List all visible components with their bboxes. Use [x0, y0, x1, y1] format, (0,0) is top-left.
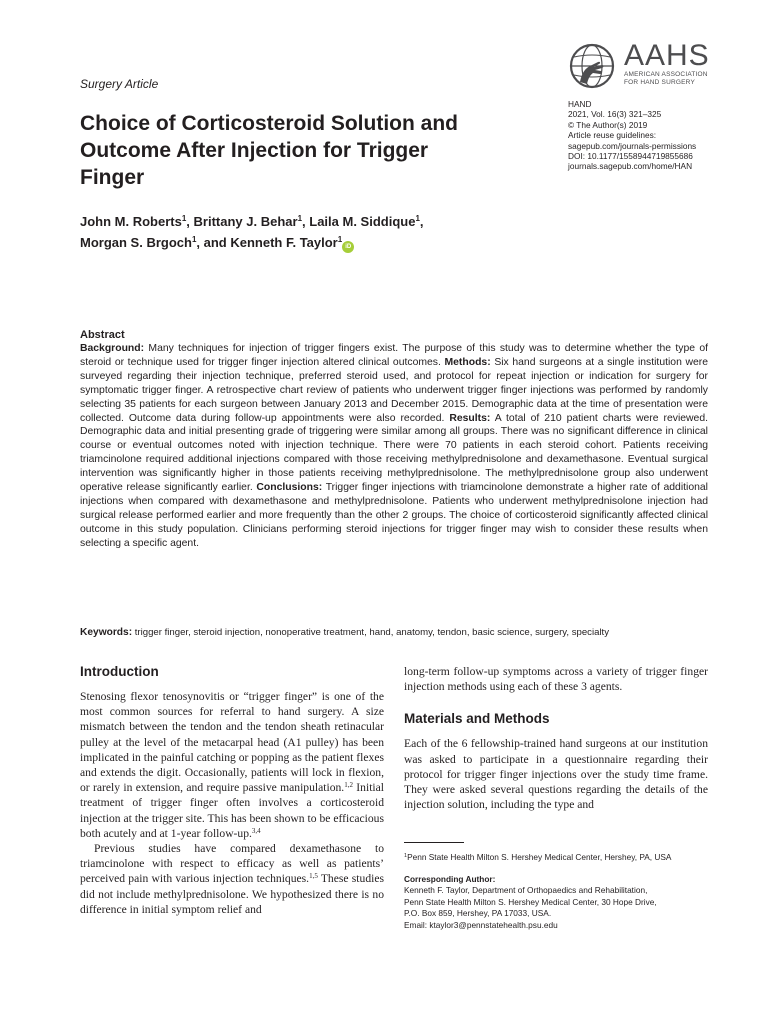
- corresponding-author-line: Kenneth F. Taylor, Department of Orthopaedics and Rehabilitation,: [404, 885, 648, 895]
- author-separator: , and: [196, 235, 231, 250]
- logo-wordmark: AAHS: [624, 39, 710, 72]
- corresponding-author-heading: Corresponding Author:: [404, 873, 496, 884]
- author-name: Morgan S. Brgoch: [80, 235, 192, 250]
- footnotes: [404, 852, 714, 931]
- aahs-logo[interactable]: [568, 40, 718, 90]
- affiliation-mark: 1: [297, 214, 303, 223]
- intro-text: Initial treatment of trigger finger often involves a corticosteroid injection at the trigger site. This has been shown to be efficacious both acutely and at 1-year follow-up.: [80, 781, 384, 840]
- intro-text: These studies did not include methylprednisolone. We hypothesized there is no difference in initial symptom relief and: [80, 872, 384, 916]
- methods-label: Methods:: [444, 356, 491, 368]
- corresponding-author-line: Penn State Health Milton S. Hershey Medical Center, 30 Hope Drive,: [404, 896, 657, 907]
- methods-text: Six hand surgeons at a single institution were surveyed regarding their injection technique, preferred steroid used, and protocol for repeat injection or indication for surgery for symptomatic trigger finger. A retrospective chart review of patients who underwent trigger finger injections was performed by randomly selecting 35 patients for each surgeon between January 2013 and December 2015. Demographic data at the time of presentation were collected. Outcome data during follow-up appointments were also recorded.: [80, 356, 709, 424]
- article-title: Choice of Corticosteroid Solution and Outcome After Injection for Trigger Finger: [80, 112, 458, 189]
- affiliation-mark: 1: [337, 235, 343, 244]
- conclusions-label: Conclusions:: [256, 482, 323, 494]
- background-label: Background:: [80, 343, 145, 354]
- publication-info: [568, 99, 696, 172]
- citation[interactable]: 1,5: [309, 872, 318, 881]
- logo-subtitle-line: FOR HAND SURGERY: [624, 78, 695, 86]
- affiliation: [404, 852, 714, 864]
- author-separator: ,: [186, 214, 194, 229]
- right-column: [404, 664, 708, 812]
- reuse-link[interactable]: sagepub.com/journals-permissions: [568, 140, 697, 151]
- footnote-rule: [404, 842, 464, 843]
- doi[interactable]: DOI: 10.1177/1558944719855686: [568, 151, 693, 162]
- author-name: Laila M. Siddique: [309, 214, 416, 229]
- abstract: [80, 328, 708, 551]
- intro-paragraph: [80, 689, 384, 841]
- corresponding-author-line: P.O. Box 859, Hershey, PA 17033, USA.: [404, 908, 552, 918]
- citation[interactable]: 3,4: [251, 826, 261, 835]
- author-name: John M. Roberts: [80, 214, 182, 229]
- affiliation-text: Penn State Health Milton S. Hershey Medical Center, Hershey, PA, USA: [407, 852, 672, 862]
- reuse-label: Article reuse guidelines:: [568, 130, 657, 141]
- methods-paragraph: Each of the 6 fellowship-trained hand surgeons at our institution was asked to participate in a questionnaire regarding their protocol for trigger finger injections over the study time frame. They were asked several questions regarding the details of the injection solution, including the type and: [404, 737, 708, 812]
- intro-text: Stenosing flexor tenosynovitis or “trigger finger” is one of the most common sources for referral to hand surgery. A size mismatch between the tendon and the tendon sheath retinacular pulley at the level of the metacarpal head (A1 pulley) has been implicated in the painful catching or popping as the patient flexes and extends the digit. Occasionally, patients will lock in flexion, or rarely in extension, and require passive manipulation.: [80, 690, 384, 795]
- corresponding-author-email[interactable]: Email: ktaylor3@pennstatehealth.psu.edu: [404, 919, 558, 930]
- results-text: A total of 210 patient charts were reviewed. Demographic data and initial presenting grade of triggering were similar among all groups. There was no significant difference in clinical course or eventual outcomes noted with injection technique. There were 70 patients in each steroid cohort. Patients receiving triamcinolone required additional injections compared with those receiving methylprednisolone and dexamethasone. Eventual surgical intervention was significantly higher in those patients receiving methylprednisolone. The methylprednisolone group also underwent operative release significantly earlier.: [80, 412, 708, 494]
- logo-subtitle-line: AMERICAN ASSOCIATION: [624, 71, 708, 78]
- orcid-icon[interactable]: iD: [342, 241, 354, 253]
- author-name: Brittany J. Behar: [193, 214, 298, 229]
- left-column: [80, 664, 384, 917]
- methods-heading: Materials and Methods: [404, 711, 550, 727]
- journal-name: HAND: [568, 99, 592, 109]
- volume-info: 2021, Vol. 16(3) 321–325: [568, 109, 662, 120]
- copyright: © The Author(s) 2019: [568, 119, 648, 130]
- affiliation-mark: 1: [404, 853, 408, 859]
- author-separator: ,: [419, 214, 424, 229]
- keywords-label: Keywords:: [80, 627, 133, 638]
- globe-hand-icon: [568, 42, 616, 90]
- results-label: Results:: [449, 412, 491, 424]
- author-name: Kenneth F. Taylor: [230, 235, 338, 250]
- intro-text: Previous studies have compared dexamethasone to triamcinolone with respect to efficacy as well as patients’ perceived pain with various injection techniques.: [80, 842, 384, 886]
- logo-subtitle: [624, 71, 708, 86]
- article-type: Surgery Article: [80, 77, 159, 91]
- affiliation-mark: 1: [181, 214, 187, 223]
- background-text: Many techniques for injection of trigger fingers exist. The purpose of this study was to determine whether the type of steroid or technique used for trigger finger injection altered clinical outcomes.: [80, 343, 708, 368]
- abstract-heading: Abstract: [80, 329, 125, 341]
- author-separator: ,: [302, 214, 310, 229]
- affiliation-mark: 1: [191, 235, 197, 244]
- keywords: [80, 626, 720, 639]
- conclusions-text: Trigger finger injections with triamcinolone demonstrate a higher rate of additional injections when compared with dexamethasone and methylprednisolone. Patients who underwent methylprednisolone injection had surgical release performed earlier and more frequently than the other 2 groups. The choice of corticosteroid significantly affected clinical outcome in this study population. Clinicians performing steroid injections for trigger finger may wish to consider these results when selecting a specific agent.: [80, 482, 708, 549]
- citation[interactable]: 1,2: [344, 781, 353, 790]
- intro-continuation: long-term follow-up symptoms across a variety of trigger finger injection methods using each of these 3 agents.: [404, 665, 708, 694]
- affiliation-mark: 1: [415, 214, 420, 223]
- introduction-heading: Introduction: [80, 664, 159, 679]
- author-list: [80, 211, 540, 253]
- intro-paragraph: [80, 841, 384, 917]
- journal-link[interactable]: journals.sagepub.com/home/HAN: [568, 161, 693, 172]
- keywords-text: trigger finger, steroid injection, nonoperative treatment, hand, anatomy, tendon, basic science, surgery, specialty: [132, 627, 610, 638]
